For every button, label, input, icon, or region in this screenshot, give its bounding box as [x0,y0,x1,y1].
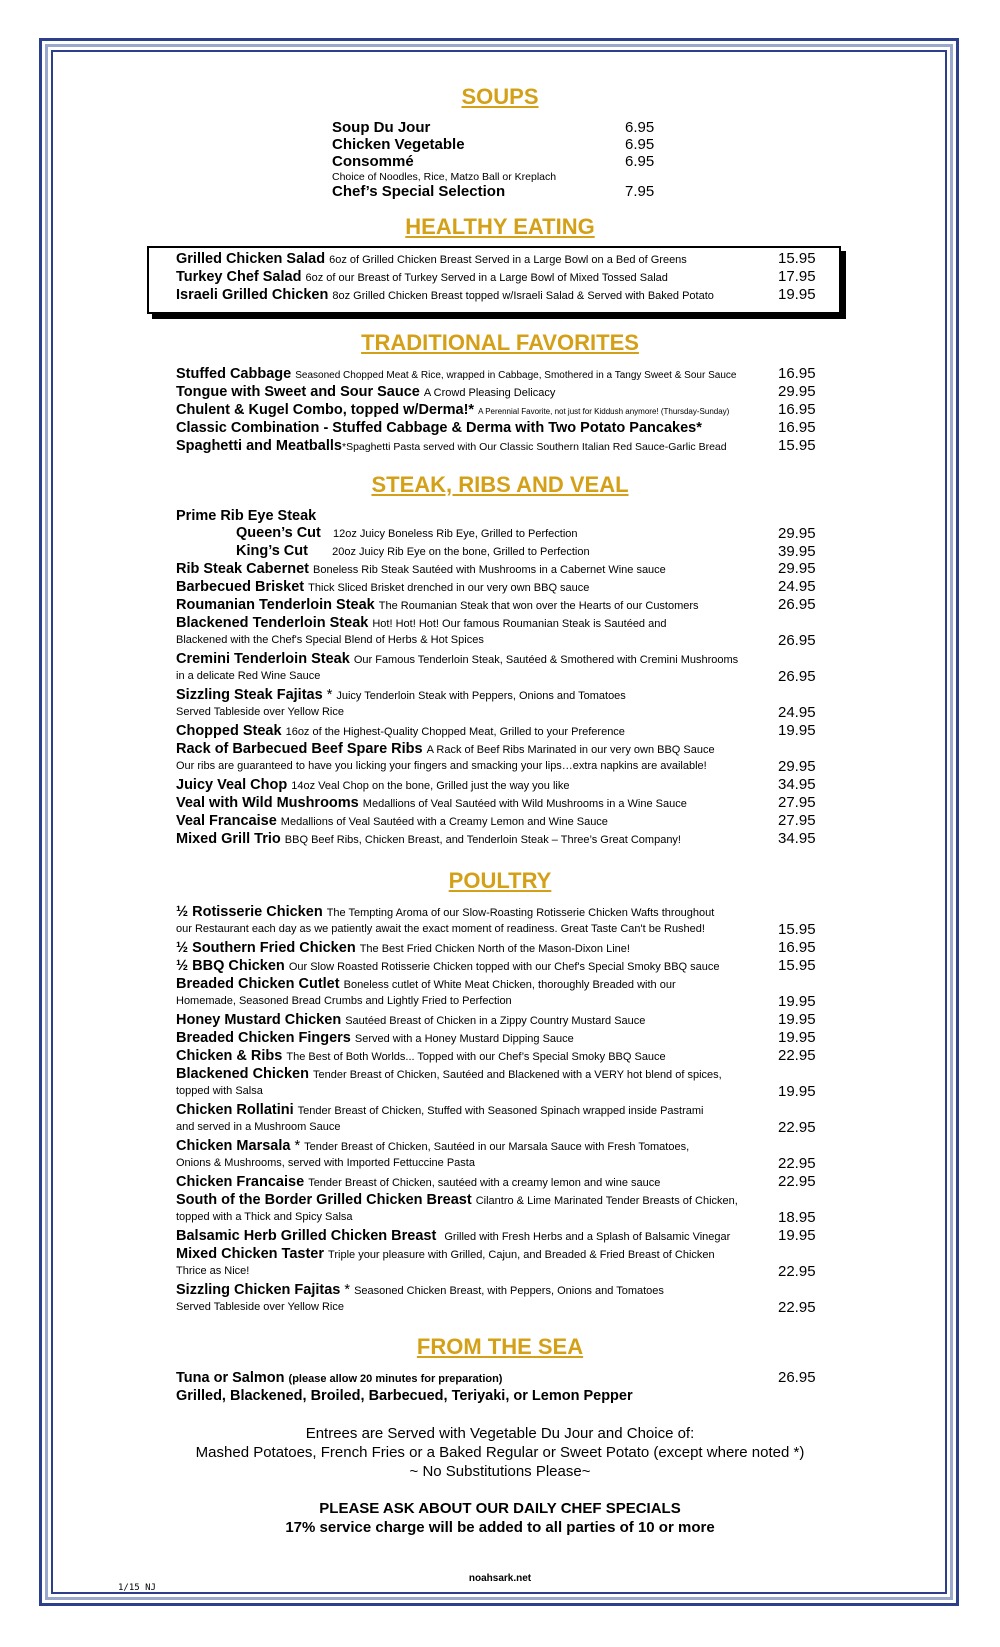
menu-item-price: 15.95 [778,921,816,938]
menu-item-name: Honey Mustard Chicken [176,1012,342,1028]
menu-item-desc: Thick Sliced Brisket drenched in our very own BBQ sauce [308,582,590,594]
menu-item-price: 15.95 [778,250,816,267]
menu-item-desc: A Perennial Favorite, not just for Kiddush anymore! (Thursday-Sunday) [478,407,730,416]
menu-code: 1/15 NJ [118,1583,156,1593]
daily-specials: PLEASE ASK ABOUT OUR DAILY CHEF SPECIALS [319,1500,681,1517]
menu-item-desc: in a delicate Red Wine Sauce [176,670,321,682]
menu-item-name: Barbecued Brisket [176,579,305,595]
menu-item-desc: Boneless cutlet of White Meat Chicken, thoroughly Breaded with our [343,979,676,991]
menu-item-desc: topped with Salsa [176,1085,263,1097]
menu-item-desc: Grilled with Fresh Herbs and a Splash of Balsamic Vinegar [444,1231,731,1243]
menu-item-desc: Blackened with the Chef's Special Blend of Herbs & Hot Spices [176,634,484,646]
menu-item-price: 18.95 [778,1209,816,1226]
menu-item-name: Veal Francaise [176,813,277,829]
menu-item-name: Prime Rib Eye Steak [176,508,317,524]
asterisk: * [322,687,337,703]
menu-item-desc: Our ribs are guaranteed to have you licking your fingers and smacking your lips…extra napkins are available! [176,760,707,772]
menu-item-price: 19.95 [778,1011,816,1028]
menu-item-desc: Served Tableside over Yellow Rice [176,706,344,718]
menu-item-name: Juicy Veal Chop [176,777,288,793]
menu-item-name: Cremini Tenderloin Steak [176,651,350,667]
menu-item-price: 6.95 [625,119,655,136]
entrees-note: Entrees are Served with Vegetable Du Jour and Choice of: [305,1425,695,1442]
menu-item-price: 19.95 [778,1227,816,1244]
menu-item-desc: our Restaurant each day as we patiently await the exact moment of readiness. Great Taste Can't be Rushed! [176,923,705,935]
menu-item-name: Chef’s Special Selection [332,183,506,200]
menu-item-desc: BBQ Beef Ribs, Chicken Breast, and Tenderloin Steak – Three’s Great Company! [284,834,681,846]
menu-item-desc: and served in a Mushroom Sauce [176,1121,341,1133]
menu-item-desc: Tender Breast of Chicken, Stuffed with Seasoned Spinach wrapped inside Pastrami [297,1105,704,1117]
menu-item-price: 16.95 [778,939,816,956]
menu-item-price: 27.95 [778,812,816,829]
menu-item-price: 19.95 [778,1029,816,1046]
menu-item-name: Sizzling Steak Fajitas [176,687,323,703]
menu-item-price: 22.95 [778,1047,816,1064]
menu-item-name: South of the Border Grilled Chicken Breast [176,1192,472,1208]
service-charge: 17% service charge will be added to all parties of 10 or more [285,1519,715,1536]
menu-item-price: 26.95 [778,1369,816,1386]
menu-item-name: ½ BBQ Chicken [176,958,285,974]
menu-item-desc: 8oz Grilled Chicken Breast topped w/Israeli Salad & Served with Baked Potato [332,290,714,302]
menu-item-price: 22.95 [778,1119,816,1136]
menu-item-name: Tuna or Salmon [176,1370,285,1386]
menu-item-desc: Our Famous Tenderloin Steak, Sautéed & Smothered with Cremini Mushrooms [353,654,739,666]
menu-item-desc: 6oz of Grilled Chicken Breast Served in a Large Bowl on a Bed of Greens [329,254,687,266]
menu-item-desc: Seasoned Chicken Breast, with Peppers, Onions and Tomatoes [354,1285,664,1297]
menu-item-name: Chulent & Kugel Combo, topped w/Derma!* [176,402,475,418]
menu-item-desc: topped with a Thick and Spicy Salsa [176,1211,353,1223]
menu-item-price: 27.95 [778,794,816,811]
menu-item-name: Breaded Chicken Fingers [176,1030,351,1046]
menu-item-price: 34.95 [778,830,816,847]
menu-item-name: Mixed Chicken Taster [176,1246,325,1262]
menu-item-name: Stuffed Cabbage [176,366,292,382]
menu-item-desc: The Best Fried Chicken North of the Mason-Dixon Line! [359,943,630,955]
menu-item-name: Chicken Francaise [176,1174,305,1190]
asterisk: * [340,1282,355,1298]
menu-item-desc: Medallions of Veal Sautéed with a Creamy Lemon and Wine Sauce [280,816,608,828]
menu-item-price: 19.95 [778,722,816,739]
menu-item-name: Chicken Rollatini [176,1102,294,1118]
menu-item-name: Blackened Chicken [176,1066,309,1082]
menu-item-price: 29.95 [778,525,816,542]
sea-heading: FROM THE SEA [416,1334,584,1359]
menu-item-desc: Tender Breast of Chicken, Sautéed in our Marsala Sauce with Fresh Tomatoes, [304,1141,690,1153]
menu-item-desc: The Roumanian Steak that won over the Hearts of our Customers [378,600,699,612]
no-substitutions: ~ No Substitutions Please~ [409,1463,591,1480]
menu-item-desc: *Spaghetti Pasta served with Our Classic Southern Italian Red Sauce-Garlic Bread [341,441,727,453]
menu-item-desc: The Tempting Aroma of our Slow-Roasting Rotisserie Chicken Wafts throughout [326,907,715,919]
menu-item-name: Chicken & Ribs [176,1048,283,1064]
menu-item-desc: The Best of Both Worlds... Topped with our Chef’s Special Smoky BBQ Sauce [286,1051,666,1063]
traditional-heading: TRADITIONAL FAVORITES [361,330,639,355]
menu-item-name: Balsamic Herb Grilled Chicken Breast [176,1228,437,1244]
menu-item-price: 29.95 [778,560,816,577]
menu-item-name: Veal with Wild Mushrooms [176,795,359,811]
menu-item-name: Chicken Vegetable [332,136,465,153]
menu-item-desc: Medallions of Veal Sautéed with Wild Mushrooms in a Wine Sauce [362,798,687,810]
steak-heading: STEAK, RIBS AND VEAL [371,472,629,497]
menu-item-desc: Juicy Tenderloin Steak with Peppers, Onions and Tomatoes [336,690,626,702]
menu-item-desc: A Crowd Pleasing Delicacy [423,387,556,399]
menu-item-desc: Boneless Rib Steak Sautéed with Mushrooms in a Cabernet Wine sauce [313,564,666,576]
menu-item-price: 19.95 [778,286,816,303]
menu-item-name: Blackened Tenderloin Steak [176,615,369,631]
menu-item-name: Rib Steak Cabernet [176,561,309,577]
menu-item-price: 26.95 [778,596,816,613]
menu-item-name: Rack of Barbecued Beef Spare Ribs [176,741,423,757]
website: noahsark.net [468,1573,532,1584]
menu-item-price: 15.95 [778,957,816,974]
menu-item-price: 19.95 [778,1083,816,1100]
menu-item-name: Soup Du Jour [332,119,431,136]
menu-item-name: Mixed Grill Trio [176,831,281,847]
menu-item-name: King’s Cut [236,543,308,559]
menu-item-name: ½ Rotisserie Chicken [176,904,323,920]
menu-item-name: Consommé [332,153,414,170]
sea-styles: Grilled, Blackened, Broiled, Barbecued, Teriyaki, or Lemon Pepper [176,1388,633,1404]
menu-item-desc: 14oz Veal Chop on the bone, Grilled just the way you like [291,780,570,792]
menu-item-price: 24.95 [778,704,816,721]
menu-item-desc: Hot! Hot! Hot! Our famous Roumanian Steak is Sautéed and [372,618,667,630]
menu-item-price: 29.95 [778,758,816,775]
menu-item-name: Roumanian Tenderloin Steak [176,597,375,613]
menu-item-price: 22.95 [778,1299,816,1316]
menu-item-desc: Sautéed Breast of Chicken in a Zippy Country Mustard Sauce [345,1015,646,1027]
menu-item-price: 7.95 [625,183,655,200]
menu-item-price: 22.95 [778,1155,816,1172]
menu-item-price: 22.95 [778,1173,816,1190]
menu-item-name: Grilled Chicken Salad [176,251,326,267]
menu-item-price: 29.95 [778,383,816,400]
menu-item-desc: Triple your pleasure with Grilled, Cajun, and Breaded & Fried Breast of Chicken [328,1249,715,1261]
menu-item-name: Breaded Chicken Cutlet [176,976,340,992]
menu-item-desc: 20oz Juicy Rib Eye on the bone, Grilled to Perfection [332,546,590,558]
soups-heading: SOUPS [461,84,539,109]
menu-item-note: Choice of Noodles, Rice, Matzo Ball or Kreplach [332,171,557,183]
menu-item-name: Sizzling Chicken Fajitas [176,1282,341,1298]
menu-item-price: 19.95 [778,993,816,1010]
healthy-heading: HEALTHY EATING [405,214,595,239]
menu-item-price: 6.95 [625,136,655,153]
entrees-note: Mashed Potatoes, French Fries or a Baked Regular or Sweet Potato (except where noted *) [195,1444,805,1461]
menu-item-desc: Tender Breast of Chicken, Sautéed and Blackened with a VERY hot blend of spices, [313,1069,722,1081]
menu-item-desc: 16oz of the Highest-Quality Chopped Meat, Grilled to your Preference [285,726,625,738]
menu-item-price: 16.95 [778,365,816,382]
menu-item-price: 17.95 [778,268,816,285]
menu-item-desc: Seasoned Chopped Meat & Rice, wrapped in Cabbage, Smothered in a Tangy Sweet & Sour Sauce [295,370,737,381]
menu-item-name: Turkey Chef Salad [176,269,302,285]
menu-item-note: (please allow 20 minutes for preparation) [288,1373,503,1385]
menu-item-name: Chopped Steak [176,723,282,739]
menu-item-desc: Onions & Mushrooms, served with Imported Fettuccine Pasta [176,1157,475,1169]
menu-item-price: 22.95 [778,1263,816,1280]
menu-item-name: Tongue with Sweet and Sour Sauce [176,384,420,400]
menu-item-name: Spaghetti and Meatballs [176,438,342,454]
menu-item-price: 34.95 [778,776,816,793]
menu-item-price: 24.95 [778,578,816,595]
menu-item-desc: Served with a Honey Mustard Dipping Sauce [354,1033,574,1045]
menu-item-desc: 12oz Juicy Boneless Rib Eye, Grilled to Perfection [332,528,578,540]
menu-item-name: Queen’s Cut [236,525,321,541]
menu-item-name: ½ Southern Fried Chicken [176,940,356,956]
menu-item-desc: 6oz of our Breast of Turkey Served in a Large Bowl of Mixed Tossed Salad [305,272,668,284]
menu-item-name: Chicken Marsala [176,1138,291,1154]
menu-item-price: 39.95 [778,543,816,560]
menu-item-price: 15.95 [778,437,816,454]
menu-item-desc: Cilantro & Lime Marinated Tender Breasts of Chicken, [475,1195,738,1207]
menu-item-price: 16.95 [778,419,816,436]
menu-item-desc: Thrice as Nice! [176,1265,250,1277]
menu-item-price: 26.95 [778,632,816,649]
poultry-heading: POULTRY [448,868,552,893]
menu-item-name: Classic Combination - Stuffed Cabbage & Derma with Two Potato Pancakes* [176,420,702,436]
menu-item-desc: Homemade, Seasoned Bread Crumbs and Lightly Fried to Perfection [176,995,512,1007]
menu-item-price: 6.95 [625,153,655,170]
menu-item-price: 26.95 [778,668,816,685]
menu-item-desc: Our Slow Roasted Rotisserie Chicken topped with our Chef's Special Smoky BBQ sauce [288,961,720,973]
menu-item-name: Israeli Grilled Chicken [176,287,329,303]
menu-item-price: 16.95 [778,401,816,418]
menu-item-desc: A Rack of Beef Ribs Marinated in our very own BBQ Sauce [426,744,715,756]
menu-item-desc: Served Tableside over Yellow Rice [176,1301,344,1313]
asterisk: * [290,1138,305,1154]
menu-item-desc: Tender Breast of Chicken, sautéed with a creamy lemon and wine sauce [308,1177,661,1189]
